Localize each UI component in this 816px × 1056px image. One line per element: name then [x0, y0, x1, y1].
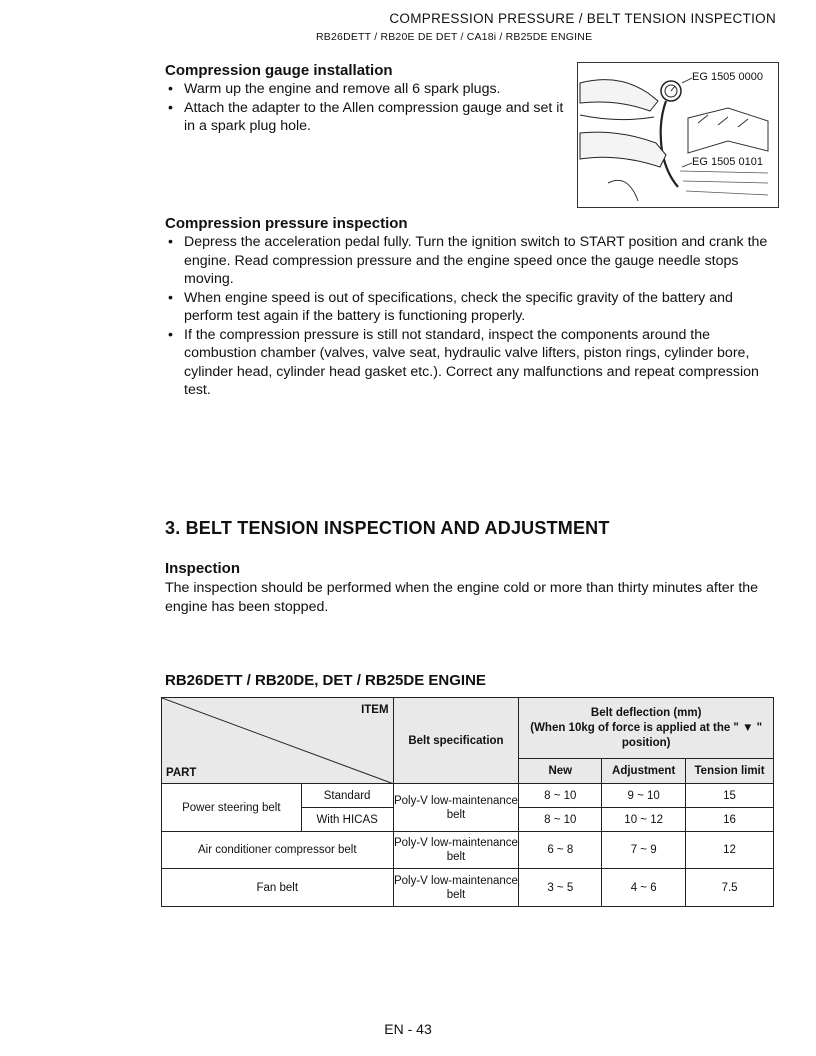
- table-row: [162, 832, 774, 869]
- section-3-title: 3. BELT TENSION INSPECTION AND ADJUSTMENT: [165, 518, 610, 538]
- ac-limit-cell: 12: [686, 832, 774, 869]
- page-number: EN - 43: [384, 1021, 432, 1037]
- list-item: • Depress the acceleration pedal fully. Turn the ignition switch to START position and crank the engine. Read compression pressure and the engine speed once the gauge needle stops moving.: [165, 233, 780, 289]
- list-item: • If the compression pressure is still not standard, inspect the components around the combustion chamber (valves, valve seat, hydraulic valve lifters, piston rings, cylinder bore, cylinder head, cylinder head gasket etc.). Correct any malfunctions and repeat compression test.: [165, 326, 780, 400]
- ps-std-limit-cell: 15: [686, 784, 774, 808]
- ac-adjustment-cell: 7 ~ 9: [602, 832, 686, 869]
- fan-adjustment-cell: 4 ~ 6: [602, 869, 686, 907]
- gauge-installation-heading: Compression gauge installation: [165, 62, 393, 79]
- ac-new-cell: 6 ~ 8: [519, 832, 602, 869]
- belt-tension-table: [161, 697, 774, 907]
- figure-label-top: EG 1505 0000: [692, 71, 763, 83]
- compression-pressure-list: [165, 233, 780, 400]
- diagonal-line-icon: [162, 698, 394, 784]
- figure-label-bottom: EG 1505 0101: [692, 156, 763, 168]
- inspection-text: The inspection should be performed when the engine cold or more than thirty minutes after the engine has been stopped.: [165, 580, 759, 615]
- with-hicas-cell: With HICAS: [301, 808, 393, 832]
- item-label: ITEM: [361, 704, 389, 716]
- compression-pressure-heading: Compression pressure inspection: [165, 215, 408, 232]
- item-part-diagonal-cell: [162, 698, 394, 784]
- table-row: [162, 869, 774, 907]
- list-item: • Warm up the engine and remove all 6 spark plugs.: [165, 80, 565, 99]
- ps-hicas-adjustment-cell: 10 ~ 12: [602, 808, 686, 832]
- gauge-illustration-icon: [578, 63, 778, 207]
- fan-belt-cell: Fan belt: [162, 869, 394, 907]
- ps-hicas-limit-cell: 16: [686, 808, 774, 832]
- compression-pressure-section: [165, 215, 780, 400]
- air-conditioner-belt-cell: Air conditioner compressor belt: [162, 832, 394, 869]
- table-title: RB26DETT / RB20DE, DET / RB25DE ENGINE: [165, 672, 486, 689]
- col-tension-limit-header: Tension limit: [686, 759, 774, 784]
- list-item: • Attach the adapter to the Allen compression gauge and set it in a spark plug hole.: [165, 99, 565, 136]
- air-conditioner-spec-cell: Poly-V low-maintenance belt: [393, 832, 519, 869]
- inspection-section: [165, 560, 780, 616]
- gauge-installation-list: [165, 80, 565, 136]
- ps-std-new-cell: 8 ~ 10: [519, 784, 602, 808]
- fan-belt-spec-cell: Poly-V low-maintenance belt: [393, 869, 519, 907]
- belt-deflection-title: Belt deflection (mm): [590, 706, 702, 719]
- gauge-installation-section: [165, 62, 565, 136]
- fan-new-cell: 3 ~ 5: [519, 869, 602, 907]
- col-new-header: New: [519, 759, 602, 784]
- table-row: [162, 784, 774, 808]
- part-label: PART: [166, 767, 197, 779]
- belt-deflection-header: [519, 698, 774, 759]
- col-adjustment-header: Adjustment: [602, 759, 686, 784]
- list-item: • When engine speed is out of specifications, check the specific gravity of the battery and perform test again if the battery is functioning properly.: [165, 289, 780, 326]
- table-row: [162, 698, 774, 759]
- power-steering-belt-cell: Power steering belt: [162, 784, 302, 832]
- belt-deflection-note: (When 10kg of force is applied at the " ▼ " position): [530, 721, 763, 749]
- ps-hicas-new-cell: 8 ~ 10: [519, 808, 602, 832]
- inspection-heading: Inspection: [165, 560, 241, 577]
- fan-limit-cell: 7.5: [686, 869, 774, 907]
- page-header-title: COMPRESSION PRESSURE / BELT TENSION INSPECTION: [389, 11, 776, 26]
- page-header-engines: RB26DETT / RB20E DE DET / CA18i / RB25DE ENGINE: [316, 31, 593, 43]
- power-steering-spec-cell: Poly-V low-maintenance belt: [393, 784, 519, 832]
- standard-cell: Standard: [301, 784, 393, 808]
- belt-specification-header: Belt specification: [393, 698, 519, 784]
- compression-gauge-figure: [577, 62, 779, 208]
- ps-std-adjustment-cell: 9 ~ 10: [602, 784, 686, 808]
